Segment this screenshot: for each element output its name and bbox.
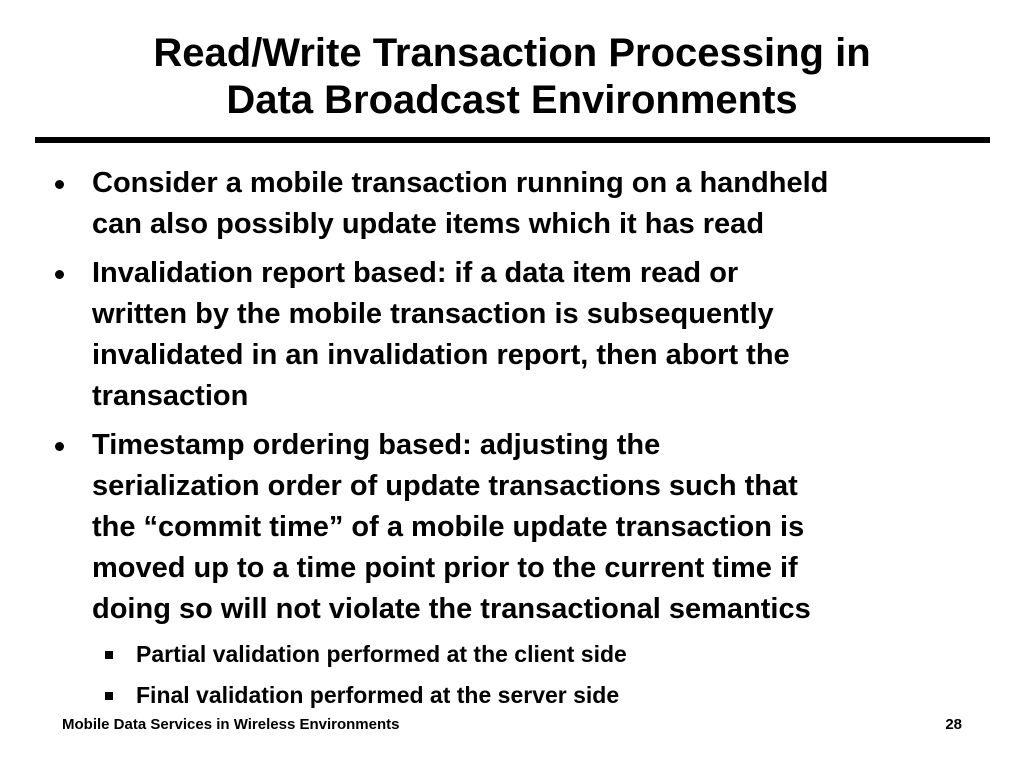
bullet-text [92, 425, 984, 630]
round-bullet-icon [55, 180, 64, 189]
bullet-line: serialization order of update transactions such that [92, 470, 798, 502]
bullet-item [0, 253, 1024, 417]
title-divider [35, 137, 990, 143]
bullet-line: transaction [92, 380, 249, 412]
square-bullet-icon [105, 651, 113, 659]
bullet-line: can also possibly update items which it has read [92, 208, 765, 240]
slide-title [0, 30, 1024, 124]
bullet-item [0, 163, 1024, 245]
bullet-line: Invalidation report based: if a data item read or [92, 257, 739, 289]
bullet-line: doing so will not violate the transactional semantics [92, 593, 811, 625]
sub-bullet-list [0, 634, 1024, 716]
bullet-text [92, 253, 984, 417]
page-number: 28 [945, 716, 962, 733]
title-line: Data Broadcast Environments [226, 78, 798, 122]
square-bullet-icon [105, 692, 113, 700]
footer-title: Mobile Data Services in Wireless Environments [62, 716, 400, 733]
bullet-line: written by the mobile transaction is subsequently [92, 298, 774, 330]
bullet-line: the “commit time” of a mobile update transaction is [92, 511, 805, 543]
sub-bullet-text: Partial validation performed at the client side [136, 641, 627, 667]
bullet-text [92, 163, 984, 245]
bullet-line: invalidated in an invalidation report, then abort the [92, 339, 790, 371]
bullet-line: Consider a mobile transaction running on a handheld [92, 167, 829, 199]
bullet-item [0, 425, 1024, 630]
round-bullet-icon [55, 442, 64, 451]
sub-bullet-item [0, 634, 1024, 675]
title-line: Read/Write Transaction Processing in [153, 31, 871, 75]
sub-bullet-item [0, 675, 1024, 716]
bullet-line: moved up to a time point prior to the current time if [92, 552, 798, 584]
bullet-line: Timestamp ordering based: adjusting the [92, 429, 661, 461]
round-bullet-icon [55, 270, 64, 279]
sub-bullet-text: Final validation performed at the server side [136, 682, 620, 708]
bullet-list [0, 163, 1024, 716]
